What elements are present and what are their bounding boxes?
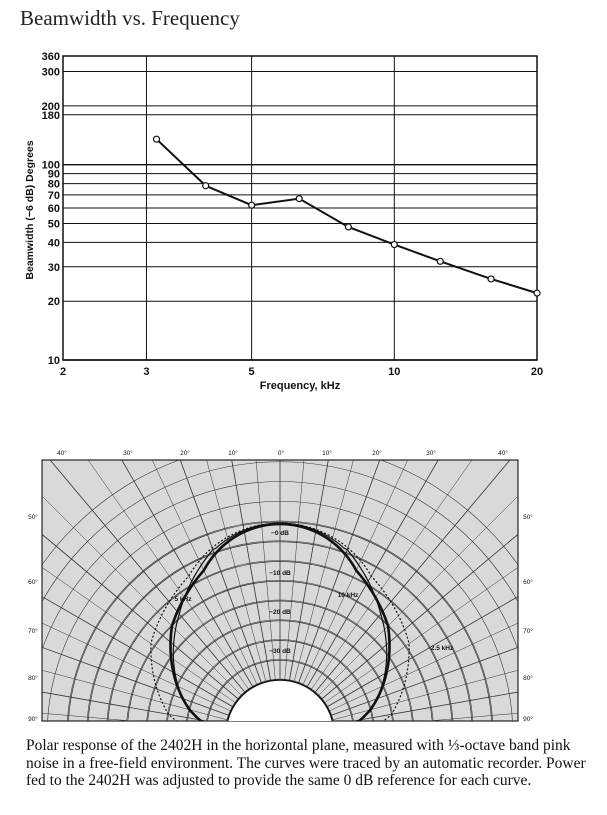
series-label: 2.5 kHz (430, 645, 454, 652)
y-tick-label: 300 (41, 66, 60, 79)
angle-label: 40° (57, 450, 67, 457)
ring-label: −30 dB (269, 648, 291, 655)
side-label-right: 80° (523, 675, 533, 682)
angle-label: 0° (277, 450, 285, 457)
y-tick-label: 200 (41, 100, 60, 113)
y-tick-label: 40 (47, 237, 60, 250)
y-tick-label: 100 (41, 159, 60, 172)
x-tick-label: 20 (530, 366, 544, 378)
y-tick-label: 10 (47, 355, 60, 367)
series-label: 10 kHz (337, 592, 359, 599)
page-title: Beamwidth vs. Frequency (20, 6, 240, 30)
y-tick-label: 180 (41, 109, 60, 122)
side-label-right: 70° (523, 628, 533, 635)
angle-label: 30° (123, 450, 133, 457)
side-label-right: 60° (523, 579, 533, 586)
angle-label: 20° (372, 450, 382, 457)
y-tick-label: 30 (47, 261, 60, 274)
ring-label: −0 dB (271, 530, 289, 537)
y-tick-label: 20 (47, 296, 60, 309)
angle-label: 10° (322, 450, 332, 457)
side-label-right: 50° (523, 514, 533, 521)
side-label-left: 50° (28, 514, 38, 521)
x-tick-label: 3 (143, 366, 150, 378)
series-label: 5 kHz (174, 596, 192, 603)
y-tick-label: 70 (47, 189, 60, 202)
x-tick-label: 5 (248, 366, 255, 378)
side-label-left: 80° (28, 675, 38, 682)
x-axis-label: Frequency, kHz (259, 380, 341, 392)
y-tick-label: 80 (47, 178, 60, 191)
y-axis-label: Beamwidth (−6 dB) Degrees (24, 140, 36, 280)
y-tick-label: 50 (47, 218, 60, 231)
ring-label: −20 dB (269, 609, 291, 616)
polar-angle-labels (57, 449, 508, 457)
angle-label: 10° (228, 450, 238, 457)
x-tick-label: 2 (59, 366, 67, 378)
angle-label: 20° (180, 450, 190, 457)
angle-label: 30° (426, 450, 436, 457)
y-tick-label: 60 (47, 203, 60, 215)
side-label-right: 90° (523, 716, 533, 723)
y-tick-label: 90 (47, 168, 60, 181)
y-tick-label: 360 (41, 51, 60, 63)
figure-caption: Polar response of the 2402H in the horizontal plane, measured with ⅓-octave band pink noise in a free-field environment. The curves were traced by an automatic recorder. Power fed to the 2402H was adjusted to provide the same 0 dB reference for each curve. (26, 737, 586, 789)
side-label-left: 70° (28, 628, 38, 635)
ring-label: −10 dB (269, 570, 291, 577)
angle-label: 40° (498, 450, 508, 457)
x-tick-label: 10 (388, 366, 401, 378)
side-label-left: 60° (28, 579, 38, 586)
side-label-left: 90° (28, 716, 38, 723)
